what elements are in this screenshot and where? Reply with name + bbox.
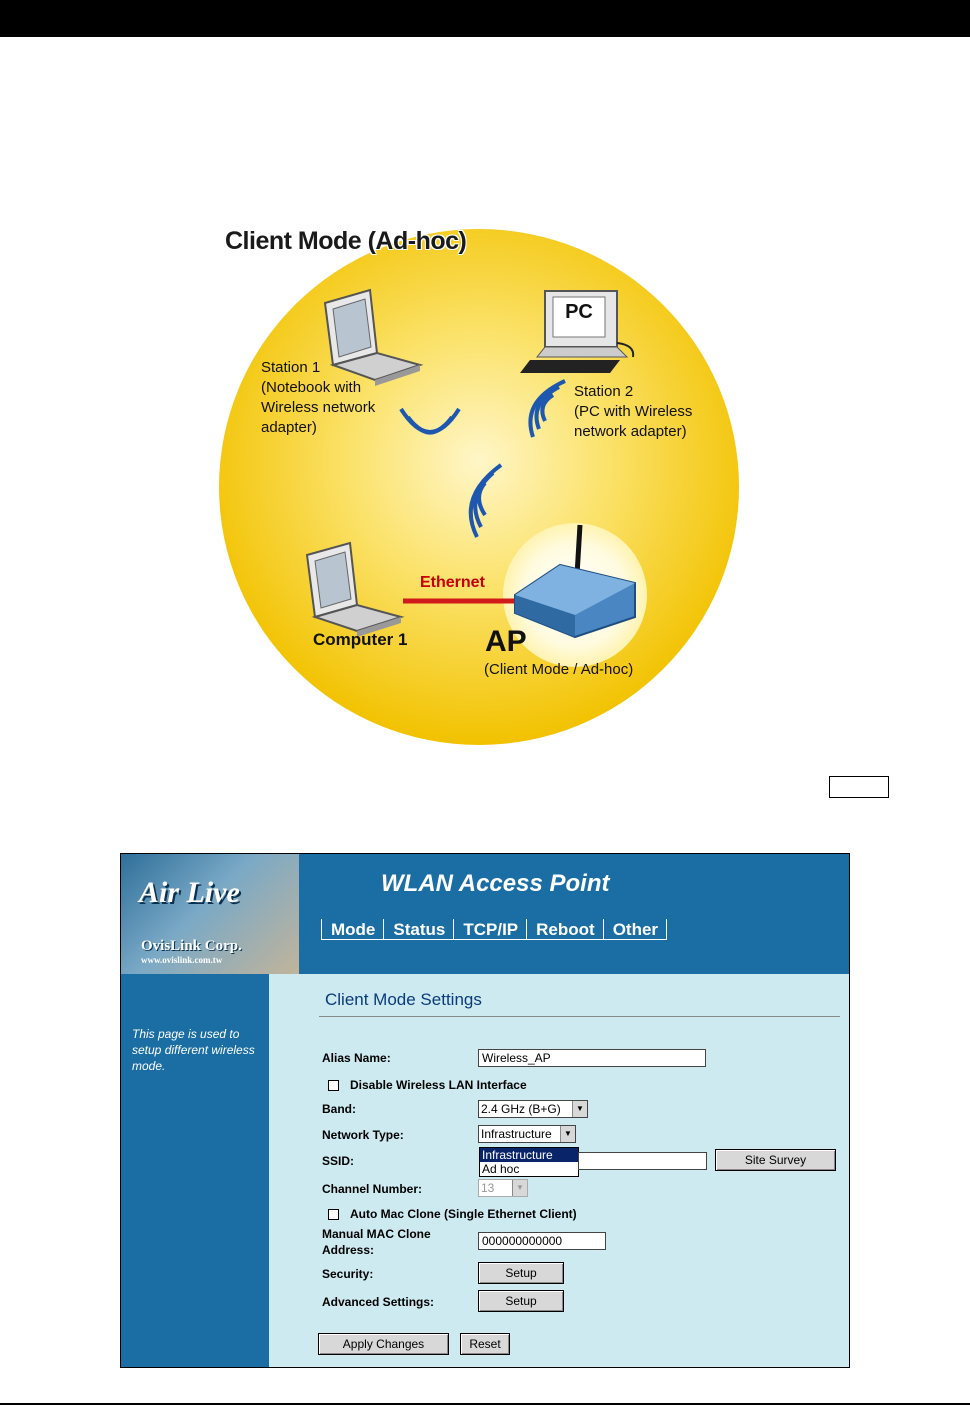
sidebar	[121, 974, 269, 1367]
diagram-title: Client Mode (Ad-hoc)	[225, 227, 467, 255]
disable-wlan-label: Disable Wireless LAN Interface	[350, 1078, 527, 1092]
main-nav	[321, 919, 667, 943]
ssid-input[interactable]	[578, 1152, 707, 1170]
title-divider	[319, 1016, 840, 1017]
advanced-settings-label: Advanced Settings:	[322, 1295, 435, 1309]
network-type-dropdown	[479, 1147, 579, 1177]
advanced-setup-button[interactable]: Setup	[478, 1290, 564, 1312]
nav-tcpip[interactable]: TCP/IP	[453, 919, 526, 940]
airlive-logo	[121, 854, 299, 974]
security-label: Security:	[322, 1267, 374, 1281]
top-black-bar	[0, 0, 970, 37]
security-setup-button[interactable]: Setup	[478, 1262, 564, 1284]
chevron-down-icon: ▼	[512, 1180, 527, 1196]
ap-label: AP	[485, 625, 527, 658]
bottom-rule	[0, 1403, 970, 1405]
chevron-down-icon: ▼	[572, 1101, 587, 1117]
network-type-select[interactable]	[478, 1125, 576, 1143]
blank-box	[829, 776, 889, 798]
chevron-down-icon: ▼	[560, 1126, 575, 1142]
band-value: 2.4 GHz (B+G)	[481, 1102, 561, 1116]
alias-name-input[interactable]: Wireless_AP	[478, 1049, 706, 1067]
station1-label: Station 1 (Notebook with Wireless network adapter)	[261, 359, 376, 436]
logo-brand: Air Live	[139, 876, 240, 909]
ap-sublabel: (Client Mode / Ad-hoc)	[484, 661, 634, 678]
band-label: Band:	[322, 1102, 356, 1116]
auto-mac-clone-label: Auto Mac Clone (Single Ethernet Client)	[350, 1207, 577, 1221]
network-type-label: Network Type:	[322, 1128, 404, 1142]
wlan-ap-screenshot	[120, 853, 850, 1368]
option-ad-hoc[interactable]: Ad hoc	[482, 1162, 520, 1176]
pc-label: PC	[565, 301, 593, 323]
manual-mac-input[interactable]: 000000000000	[478, 1232, 606, 1250]
logo-url: www.ovislink.com.tw	[141, 955, 223, 965]
settings-title: Client Mode Settings	[325, 990, 482, 1009]
nav-mode[interactable]: Mode	[321, 919, 383, 940]
auto-mac-clone-checkbox[interactable]	[328, 1209, 339, 1220]
manual-mac-label-line2: Address:	[322, 1243, 375, 1257]
logo-corp: OvisLink Corp.	[141, 938, 242, 954]
nav-status[interactable]: Status	[383, 919, 453, 940]
site-survey-button[interactable]: Site Survey	[715, 1149, 836, 1171]
network-type-value: Infrastructure	[481, 1127, 552, 1141]
ethernet-label: Ethernet	[420, 574, 485, 591]
station2-label: Station 2 (PC with Wireless network adapter)	[574, 383, 693, 440]
diagram-graphic	[215, 225, 745, 750]
apply-changes-button[interactable]: Apply Changes	[318, 1333, 449, 1355]
channel-number-select[interactable]	[478, 1179, 528, 1197]
alias-name-label: Alias Name:	[322, 1051, 391, 1065]
nav-other[interactable]: Other	[603, 919, 667, 940]
computer1-label: Computer 1	[313, 630, 408, 649]
nav-reboot[interactable]: Reboot	[526, 919, 603, 940]
channel-number-label: Channel Number:	[322, 1182, 423, 1196]
client-mode-diagram	[215, 225, 745, 750]
sidebar-description: This page is used to setup different wireless mode.	[132, 1027, 255, 1073]
channel-value: 13	[481, 1181, 495, 1195]
option-infrastructure[interactable]: Infrastructure	[480, 1148, 578, 1162]
disable-wlan-checkbox[interactable]	[328, 1080, 339, 1091]
ssid-label: SSID:	[322, 1154, 355, 1168]
app-title: WLAN Access Point	[381, 870, 610, 897]
manual-mac-label-line1: Manual MAC Clone	[322, 1227, 431, 1241]
reset-button[interactable]: Reset	[460, 1333, 510, 1355]
band-select[interactable]	[478, 1100, 588, 1118]
header-bar	[121, 854, 849, 974]
